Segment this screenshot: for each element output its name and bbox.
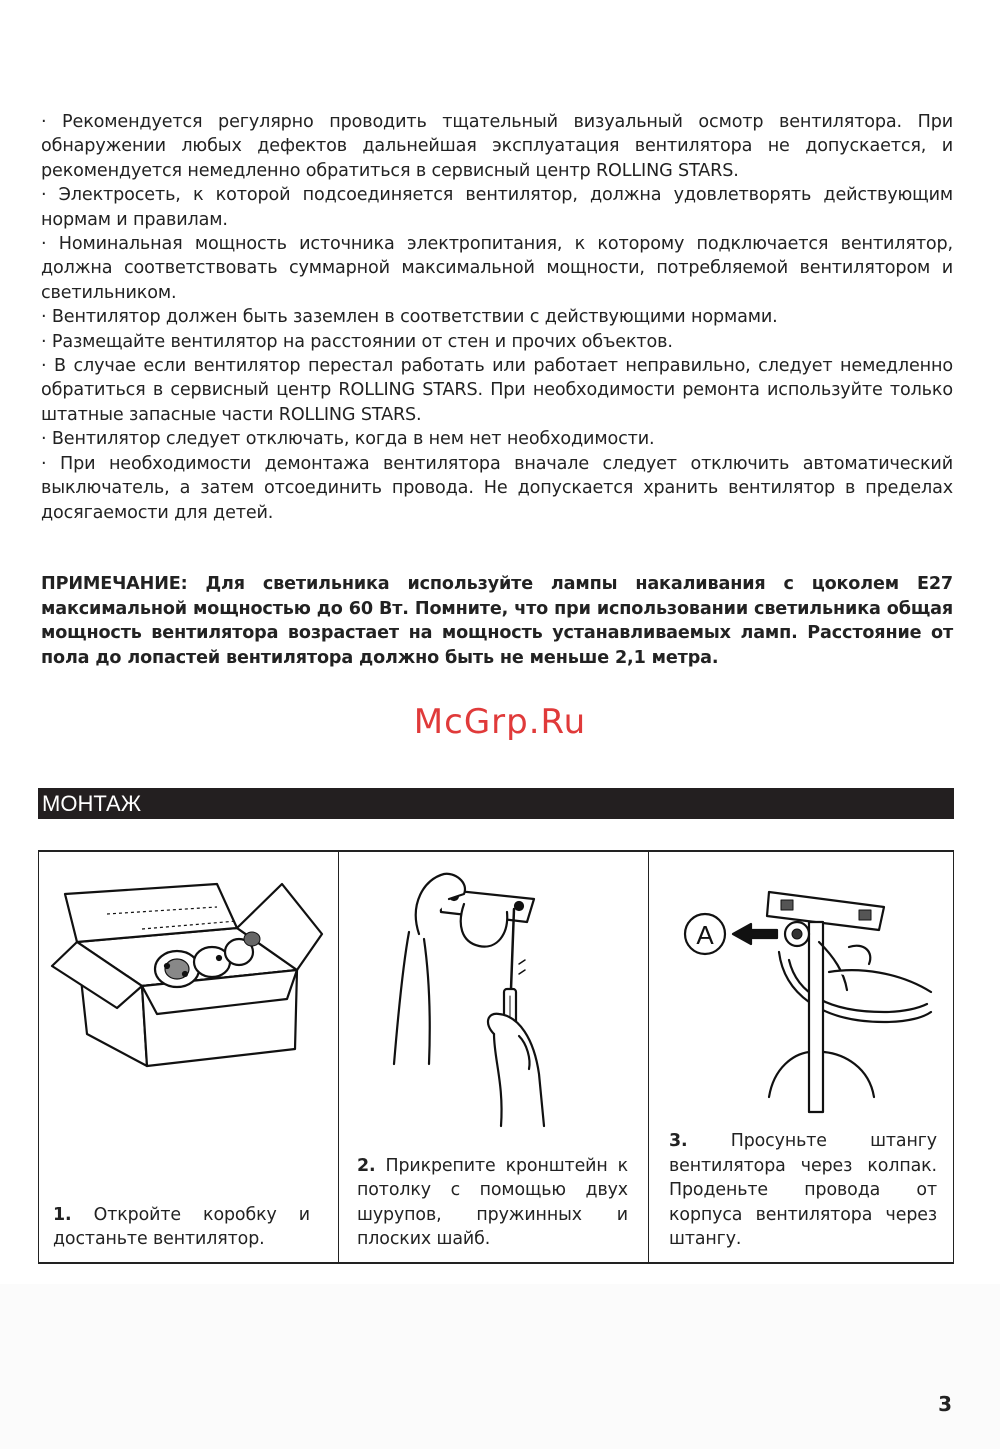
- step-text: Прикрепите кронштейн к потолку с помощью двух шурупов, пружинных и плоских шайб.: [357, 1155, 628, 1250]
- section-title: МОНТАЖ: [38, 788, 954, 819]
- step-3: [649, 852, 954, 1262]
- step-number: 3.: [669, 1131, 688, 1152]
- bullet-item: · В случае если вентилятор перестал работать или работает неправильно, следует немедленно обратиться в сервисный центр ROLLING STARS. При необходимости ремонта используйте только штатные запасные части ROLLING STARS.: [41, 356, 953, 425]
- note-paragraph: ПРИМЕЧАНИЕ: Для светильника используйте лампы накаливания с цоколем E27 максимальной мощностью до 60 Вт. Помните, что при использовании светильника общая мощность вентилятора возрастает на мощность устанавливаемых ламп. Расстояние от пола до лопастей вентилятора должно быть не меньше 2,1 метра.: [41, 574, 953, 668]
- step-number: 2.: [357, 1155, 376, 1176]
- installation-steps: [38, 850, 954, 1264]
- bullet-item: · Вентилятор должен быть заземлен в соответствии с действующими нормами.: [41, 307, 778, 328]
- safety-bullets: [41, 110, 953, 525]
- bottom-band: [0, 1284, 1000, 1449]
- bracket-screwdriver-illustration: [369, 864, 619, 1134]
- step-number: 1.: [53, 1204, 72, 1225]
- bullet-item: · При необходимости демонтажа вентилятора вначале следует отключить автоматический выключатель, а затем отсоединить провода. Не допускается хранить вентилятор в пределах досягаемости для детей.: [41, 453, 953, 523]
- step-text: Просуньте штангу вентилятора через колпак. Проденьте провода от корпуса вентилятора через штангу.: [669, 1131, 937, 1250]
- downrod-canopy-illustration: [669, 872, 944, 1122]
- bullet-item: · Номинальная мощность источника электропитания, к которому подключается вентилятор, должна соответствовать суммарной максимальной мощности, потребляемой вентилятором и светильником.: [41, 234, 953, 303]
- step-1: [38, 852, 339, 1262]
- bullet-item: · Рекомендуется регулярно проводить тщательный визуальный осмотр вентилятора. При обнаружении любых дефектов дальнейшая эксплуатация вентилятора не допускается, и рекомендуется немедленно обратиться в сервисный центр ROLLING STARS.: [41, 112, 953, 181]
- step-3-caption: [669, 1129, 937, 1252]
- bullet-item: · Размещайте вентилятор на расстоянии от стен и прочих объектов.: [41, 331, 673, 352]
- bullet-item: · Вентилятор следует отключать, когда в нем нет необходимости.: [41, 429, 655, 450]
- callout-label: A: [696, 920, 714, 950]
- step-text: Откройте коробку и достаньте вентилятор.: [53, 1204, 310, 1250]
- watermark: McGrp.Ru: [413, 702, 587, 742]
- page-number: 3: [938, 1392, 952, 1416]
- step-2-caption: [357, 1154, 628, 1252]
- open-box-illustration: [47, 874, 332, 1089]
- bullet-item: · Электросеть, к которой подсоединяется вентилятор, должна удовлетворять действующим нормам и правилам.: [41, 185, 953, 230]
- step-1-caption: [53, 1203, 310, 1252]
- step-2: [339, 852, 649, 1262]
